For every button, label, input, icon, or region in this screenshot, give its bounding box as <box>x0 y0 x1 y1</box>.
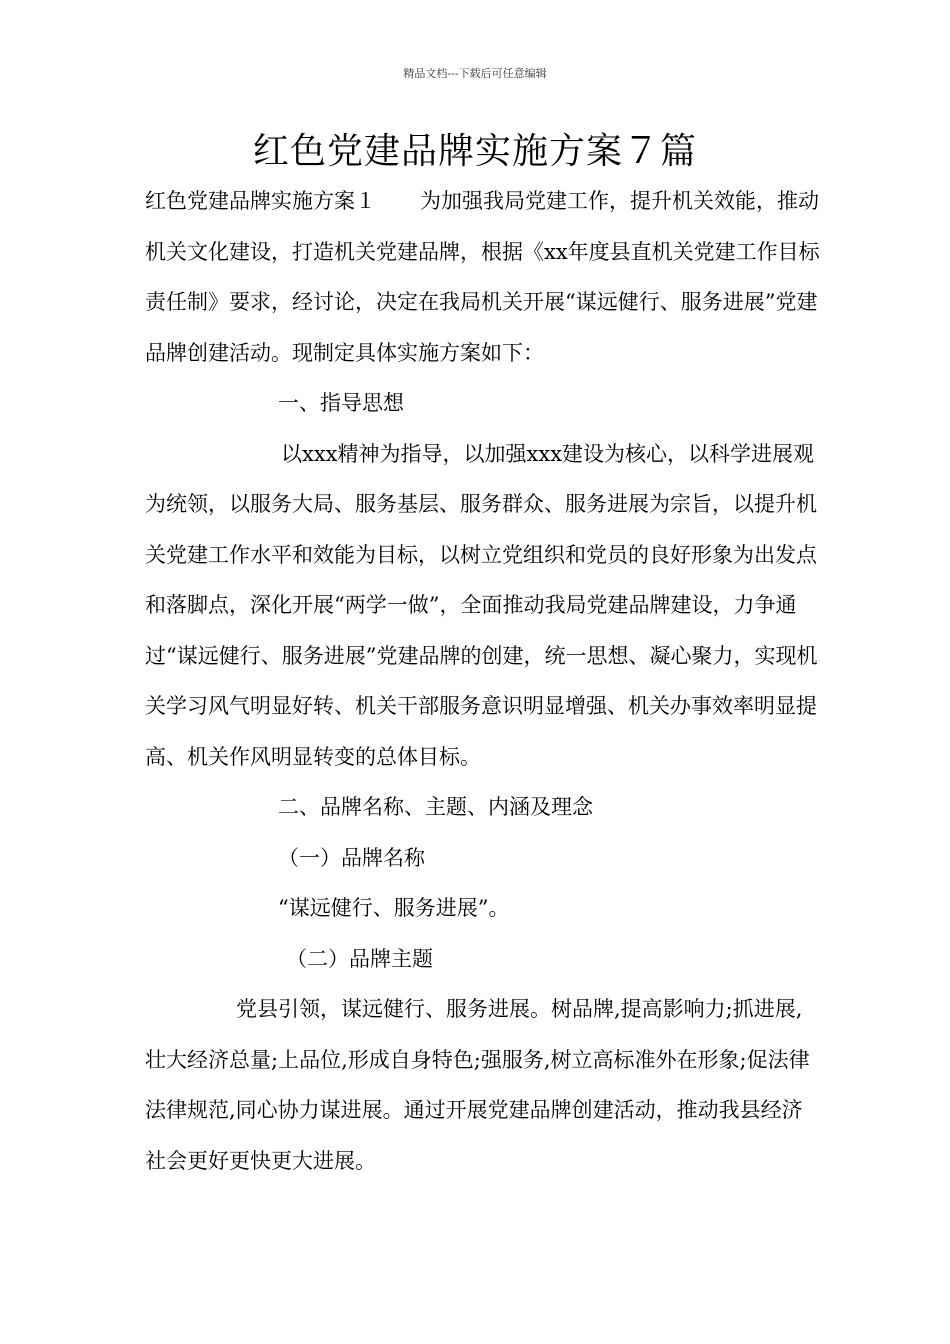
brand-theme-heading: （二）品牌主题 <box>286 946 433 971</box>
document-body <box>145 176 820 1186</box>
section-1-heading: 一、指导思想 <box>278 391 404 415</box>
document-title: 红色党建品牌实施方案７篇 <box>252 131 697 172</box>
header-note: 精品文档---下载后可任意编辑 <box>403 67 547 80</box>
section-2-heading: 二、品牌名称、主题、内涵及理念 <box>278 795 593 819</box>
brand-name-heading: （一）品牌名称 <box>278 845 425 870</box>
lead-text: 为加强我局党建工作，提升机关效能，推动机关文化建设，打造机关党建品牌，根据《xx年度县直机关党建工作目标责任制》要求，经讨论，决定在我局机关开展“谋远健行、服务进展”党建品牌创建活动。现制定具体实施方案如下： <box>145 189 820 365</box>
lead-label: 红色党建品牌实施方案１ <box>145 189 376 213</box>
lead-paragraph <box>145 176 820 378</box>
brand-theme-text: 党县引领，谋远健行、服务进展。树品牌,提高影响力;抓进展,壮大经济总量;上品位,形成自身特色;强服务,树立高标准外在形象;促法律法律规范,同心协力谋进展。通过开展党建品牌创建活动，推动我县经济社会更好更快更大进展。 <box>145 997 810 1173</box>
brand-name-text: “谋远健行、服务进展”。 <box>278 896 510 920</box>
section-1-body: 以xxx精神为指导，以加强xxx建设为核心，以科学进展观为统领，以服务大局、服务基层、服务群众、服务进展为宗旨，以提升机关党建工作水平和效能为目标，以树立党组织和党员的良好形象为出发点和落脚点，深化开展“两学一做”，全面推动我局党建品牌建设，力争通过“谋远健行、服务进展”党建品牌的创建，统一思想、凝心聚力，实现机关学习风气明显好转、机关干部服务意识明显增强、机关办事效率明显提高、机关作风明显转变的总体目标。 <box>145 441 818 769</box>
